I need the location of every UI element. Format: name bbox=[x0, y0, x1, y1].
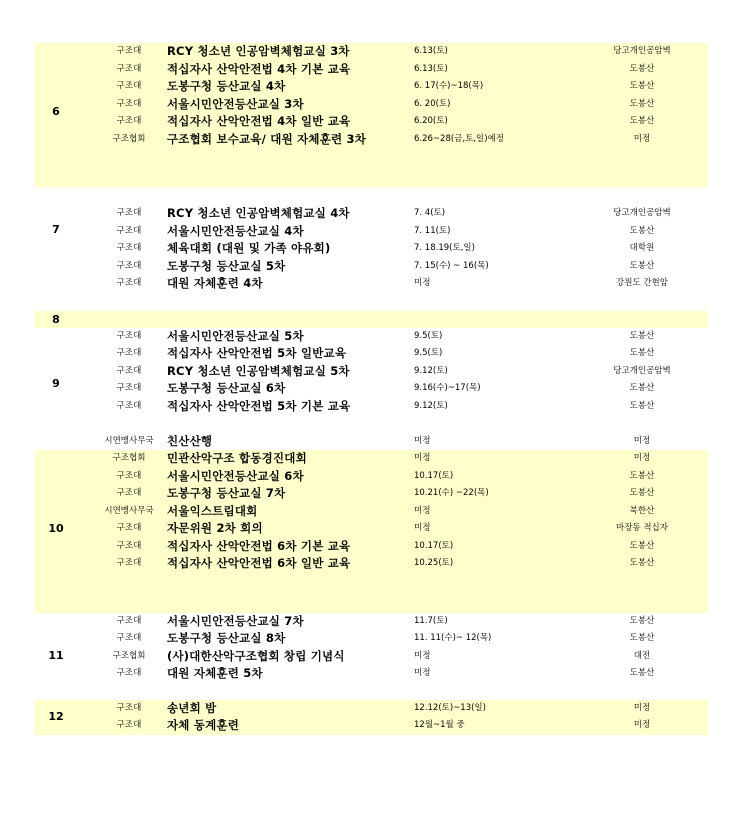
event-title: 체육대회 (대원 및 가족 야유회) bbox=[167, 241, 331, 255]
event-date: 9.16(수)~17(목) bbox=[414, 383, 481, 393]
event-date: 12월~1월 중 bbox=[414, 720, 465, 730]
event-org: 구조대 bbox=[116, 63, 142, 74]
event-title: 적십자사 산악안전법 4차 일반 교육 bbox=[167, 114, 351, 128]
event-place: 도봉산 bbox=[629, 225, 655, 236]
event-row bbox=[35, 700, 708, 718]
event-title: RCY 청소년 인공암벽체험교실 4차 bbox=[167, 206, 350, 220]
event-row bbox=[35, 96, 708, 114]
event-date: 7. 4(토) bbox=[414, 208, 446, 218]
month-block-12 bbox=[35, 700, 708, 735]
event-date: 미정 bbox=[414, 505, 431, 516]
event-row bbox=[35, 205, 708, 223]
event-org: 구조대 bbox=[116, 668, 142, 678]
event-title: 자문위원 2차 회의 bbox=[167, 521, 263, 535]
event-title: 적십자사 산악안전법 6차 기본 교육 bbox=[167, 538, 351, 553]
event-date: 11.7(토) bbox=[414, 615, 448, 626]
month-block-8 bbox=[35, 311, 708, 328]
event-row bbox=[35, 503, 708, 521]
event-row bbox=[35, 630, 708, 648]
event-place: 미정 bbox=[633, 720, 651, 730]
month-label: 10 bbox=[48, 522, 64, 535]
event-row bbox=[35, 613, 708, 631]
event-date: 미정 bbox=[414, 278, 431, 288]
event-row bbox=[35, 223, 708, 241]
month-label: 6 bbox=[52, 105, 60, 118]
event-title: 적십자사 산악안전법 5차 기본 교육 bbox=[167, 398, 351, 413]
event-place: 도봉산 bbox=[629, 81, 655, 91]
event-row bbox=[35, 43, 708, 61]
event-date: 11. 11(수)~ 12(목) bbox=[414, 633, 492, 643]
event-org: 구조협회 bbox=[112, 133, 146, 144]
event-title: 적십자사 산악안전법 4차 기본 교육 bbox=[167, 61, 351, 76]
event-place: 도봉산 bbox=[629, 260, 655, 271]
event-title: 도봉구청 등산교실 8차 bbox=[167, 631, 286, 645]
event-date: 10.21(수) ~22(목) bbox=[414, 488, 489, 498]
event-title: 서울익스트림대회 bbox=[167, 503, 258, 518]
event-title: 대원 자체훈련 4차 bbox=[167, 276, 263, 290]
event-place: 강원도 간현암 bbox=[616, 278, 668, 288]
event-row bbox=[35, 468, 708, 486]
event-title: 적십자사 산악안전법 6차 일반 교육 bbox=[167, 556, 351, 570]
event-date: 12.12(토)~13(일) bbox=[414, 702, 486, 713]
event-date: 9.5(토) bbox=[414, 330, 443, 341]
event-title: 구조협회 보수교육/ 대원 자체훈련 3차 bbox=[167, 131, 367, 146]
event-row bbox=[35, 398, 708, 416]
event-place: 마장동 적십자 bbox=[616, 523, 668, 533]
event-row bbox=[35, 380, 708, 398]
event-org: 구조대 bbox=[116, 348, 142, 358]
event-org: 구조대 bbox=[116, 633, 142, 643]
event-date: 6.13(토) bbox=[414, 63, 448, 74]
event-org: 구조대 bbox=[116, 702, 142, 713]
event-place: 도봉산 bbox=[629, 116, 655, 126]
event-place: 도봉산 bbox=[629, 63, 655, 74]
month-label: 9 bbox=[52, 376, 60, 390]
event-row bbox=[35, 275, 708, 293]
month-block-6 bbox=[35, 43, 708, 187]
event-org: 구조대 bbox=[116, 470, 142, 481]
event-date: 6.20(토) bbox=[414, 116, 448, 126]
event-title: RCY 청소년 인공암벽체험교실 3차 bbox=[167, 44, 350, 58]
event-row bbox=[35, 78, 708, 96]
event-place: 도봉산 bbox=[629, 470, 655, 481]
event-org: 구조대 bbox=[116, 278, 142, 288]
month-label: 7 bbox=[52, 223, 60, 236]
event-title: 서울시민안전등산교실 7차 bbox=[167, 613, 304, 628]
event-title: 도봉구청 등산교실 4차 bbox=[167, 79, 286, 93]
month-block-7 bbox=[35, 187, 708, 311]
event-date: 9.12(토) bbox=[414, 365, 448, 376]
event-org: 구조대 bbox=[116, 330, 142, 341]
event-row bbox=[35, 520, 708, 538]
month-label: 12 bbox=[48, 709, 64, 723]
event-row bbox=[35, 717, 708, 735]
event-date: 미정 bbox=[414, 668, 431, 678]
month-block-9 bbox=[35, 328, 708, 451]
event-title: 도봉구청 등산교실 5차 bbox=[167, 258, 286, 273]
event-date: 미정 bbox=[414, 523, 431, 533]
event-org: 구조대 bbox=[116, 260, 142, 271]
event-place: 도봉산 bbox=[629, 383, 655, 393]
event-title: 송년회 밤 bbox=[167, 700, 217, 715]
event-row bbox=[35, 648, 708, 666]
event-title: 친산산행 bbox=[167, 433, 213, 448]
event-row bbox=[35, 538, 708, 556]
event-row bbox=[35, 485, 708, 503]
event-title: 민관산악구조 합동경진대회 bbox=[167, 451, 307, 465]
event-place: 당고개인공암벽 bbox=[613, 365, 671, 376]
event-row bbox=[35, 555, 708, 573]
event-place: 도봉산 bbox=[629, 668, 655, 678]
event-title: 서울시민안전등산교실 5차 bbox=[167, 328, 304, 343]
event-place: 대전 bbox=[633, 650, 651, 661]
event-row bbox=[35, 363, 708, 381]
event-date: 6. 17(수)~18(목) bbox=[414, 81, 484, 91]
month-block-10 bbox=[35, 450, 708, 613]
event-date: 7. 11(토) bbox=[414, 225, 451, 236]
event-org: 구조대 bbox=[116, 98, 142, 109]
event-date: 10.17(토) bbox=[414, 470, 454, 481]
event-org: 구조대 bbox=[116, 615, 142, 626]
event-date: 미정 bbox=[414, 650, 431, 661]
event-row bbox=[35, 131, 708, 149]
month-block-11 bbox=[35, 613, 708, 700]
event-title: 대원 자체훈련 5차 bbox=[167, 666, 263, 680]
event-place: 도봉산 bbox=[629, 615, 655, 626]
event-date: 6.13(토) bbox=[414, 46, 448, 56]
event-org: 구조협회 bbox=[112, 650, 146, 661]
event-date: 6.26~28(금,토,일)예정 bbox=[414, 133, 504, 144]
event-org: 구조대 bbox=[116, 523, 142, 533]
event-org: 구조대 bbox=[116, 116, 142, 126]
event-org: 구조대 bbox=[116, 488, 142, 498]
event-org: 구조대 bbox=[116, 720, 142, 730]
event-org: 구조대 bbox=[116, 243, 142, 253]
event-date: 9.5(토) bbox=[414, 348, 443, 358]
event-row bbox=[35, 258, 708, 276]
event-row bbox=[35, 240, 708, 258]
event-place: 도봉산 bbox=[629, 558, 655, 568]
event-title: 서울시민안전등산교실 4차 bbox=[167, 223, 304, 238]
event-row bbox=[35, 415, 708, 433]
event-place: 대학원 bbox=[629, 243, 655, 253]
event-date: 미정 bbox=[414, 453, 431, 463]
event-title: 도봉구청 등산교실 6차 bbox=[167, 381, 286, 395]
event-org: 구조대 bbox=[116, 383, 142, 393]
event-date: 7. 18.19(토,일) bbox=[414, 243, 475, 253]
event-org: 구조대 bbox=[116, 46, 142, 56]
event-row bbox=[35, 328, 708, 346]
schedule-table bbox=[35, 43, 708, 735]
event-place: 도봉산 bbox=[629, 348, 655, 358]
event-place: 도봉산 bbox=[629, 400, 655, 411]
month-label: 11 bbox=[48, 648, 64, 662]
event-title: 적십자사 산악안전법 5차 일반교육 bbox=[167, 346, 347, 360]
event-date: 10.17(토) bbox=[414, 540, 454, 551]
event-org: 구조협회 bbox=[112, 453, 146, 463]
event-org: 구조대 bbox=[116, 540, 142, 551]
event-place: 북한산 bbox=[629, 505, 655, 516]
event-row bbox=[35, 113, 708, 131]
event-place: 도봉산 bbox=[629, 330, 655, 341]
event-org: 구조대 bbox=[116, 225, 142, 236]
event-title: 도봉구청 등산교실 7차 bbox=[167, 486, 286, 500]
event-row bbox=[35, 450, 708, 468]
event-org: 구조대 bbox=[116, 208, 142, 218]
event-place: 미정 bbox=[633, 435, 651, 446]
event-place: 미정 bbox=[633, 453, 651, 463]
event-place: 미정 bbox=[633, 702, 651, 713]
event-place: 도봉산 bbox=[629, 98, 655, 109]
event-row bbox=[35, 345, 708, 363]
event-place: 미정 bbox=[633, 133, 651, 144]
event-org: 시연맹사무국 bbox=[104, 505, 154, 516]
event-date: 7. 15(수) ~ 16(목) bbox=[414, 260, 489, 271]
event-org: 구조대 bbox=[116, 558, 142, 568]
event-date: 미정 bbox=[414, 435, 431, 446]
event-title: 서울시민안전등산교실 6차 bbox=[167, 468, 304, 483]
event-place: 도봉산 bbox=[629, 540, 655, 551]
event-title: 자체 동계훈련 bbox=[167, 718, 240, 732]
event-org: 구조대 bbox=[116, 365, 142, 376]
event-org: 구조대 bbox=[116, 81, 142, 91]
event-date: 6. 20(토) bbox=[414, 98, 451, 109]
event-row bbox=[35, 665, 708, 683]
event-title: 서울시민안전등산교실 3차 bbox=[167, 96, 304, 111]
event-place: 당고개인공암벽 bbox=[613, 208, 671, 218]
month-label: 8 bbox=[52, 312, 60, 326]
event-date: 9.12(토) bbox=[414, 400, 448, 411]
event-row bbox=[35, 433, 708, 451]
event-org: 구조대 bbox=[116, 400, 142, 411]
event-date: 10.25(토) bbox=[414, 558, 454, 568]
event-title: (사)대한산악구조협회 창립 기념식 bbox=[167, 648, 345, 663]
event-row bbox=[35, 61, 708, 79]
event-title: RCY 청소년 인공암벽체험교실 5차 bbox=[167, 363, 350, 378]
event-place: 당고개인공암벽 bbox=[613, 46, 671, 56]
event-place: 도봉산 bbox=[629, 633, 655, 643]
event-org: 시연맹사무국 bbox=[104, 435, 154, 446]
event-place: 도봉산 bbox=[629, 488, 655, 498]
